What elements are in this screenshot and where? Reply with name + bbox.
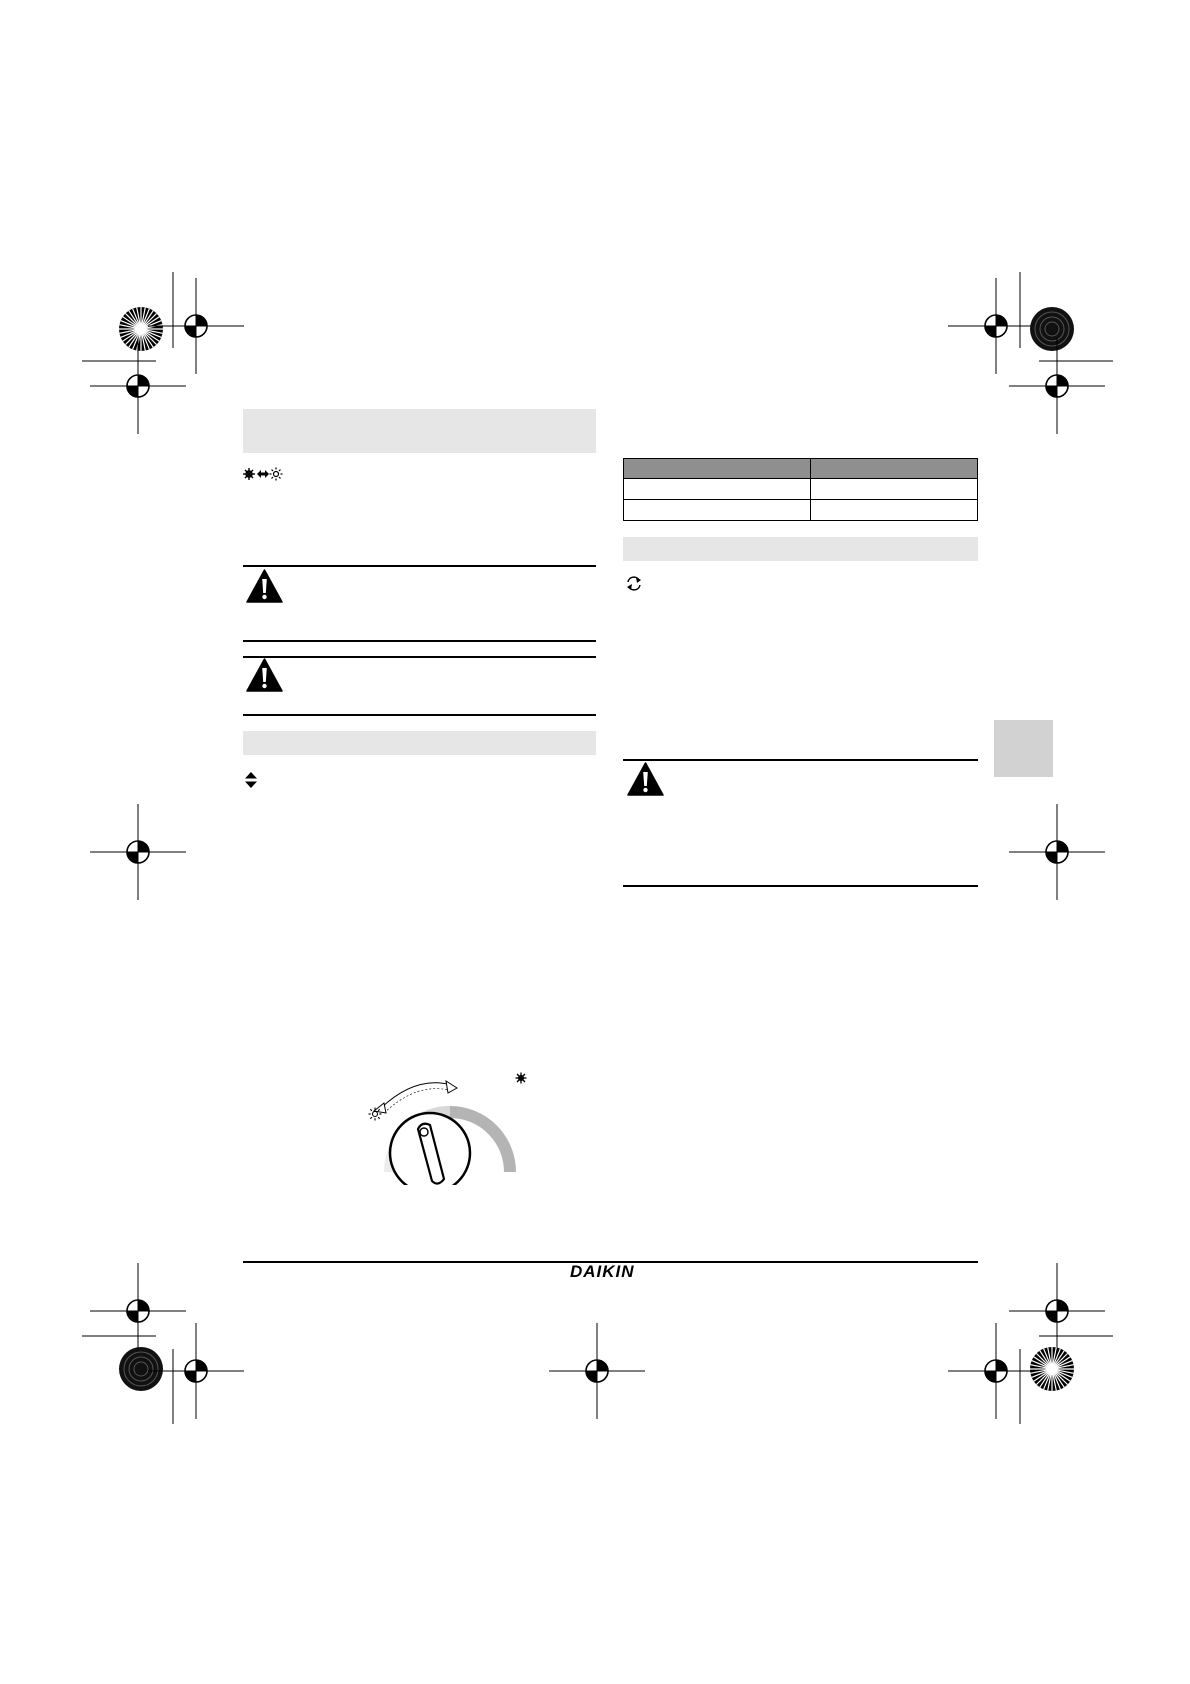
section-header-bar xyxy=(243,409,596,453)
rotate-arrows-icon xyxy=(625,575,643,592)
temperature-dial-illustration xyxy=(360,1065,540,1185)
warning-icon xyxy=(246,658,283,692)
table-cell xyxy=(624,479,811,500)
snowflake-icon xyxy=(515,1072,527,1084)
specification-table xyxy=(623,458,978,521)
section-header-bar xyxy=(623,537,978,561)
warning-box-top-rule xyxy=(243,565,596,567)
warning-box-top-rule xyxy=(623,759,978,761)
up-down-arrows-icon xyxy=(244,771,258,789)
table-row xyxy=(624,500,978,521)
table-cell xyxy=(624,500,811,521)
table-header-cell xyxy=(624,459,811,479)
warning-box-bottom-rule xyxy=(243,640,596,642)
chapter-side-tab xyxy=(994,720,1053,777)
sun-icon xyxy=(368,1107,382,1121)
warning-icon xyxy=(627,762,664,796)
warning-icon xyxy=(246,569,283,603)
cool-heat-switch-icon xyxy=(243,467,283,481)
table-cell xyxy=(811,500,978,521)
table-header-row xyxy=(624,459,978,479)
table-header-cell xyxy=(811,459,978,479)
warning-box-bottom-rule xyxy=(623,885,978,887)
warning-box-top-rule xyxy=(243,656,596,658)
section-header-bar xyxy=(243,731,596,755)
table-row xyxy=(624,479,978,500)
daikin-logo: DAIKIN xyxy=(570,1262,635,1281)
warning-box-bottom-rule xyxy=(243,714,596,716)
table-cell xyxy=(811,479,978,500)
